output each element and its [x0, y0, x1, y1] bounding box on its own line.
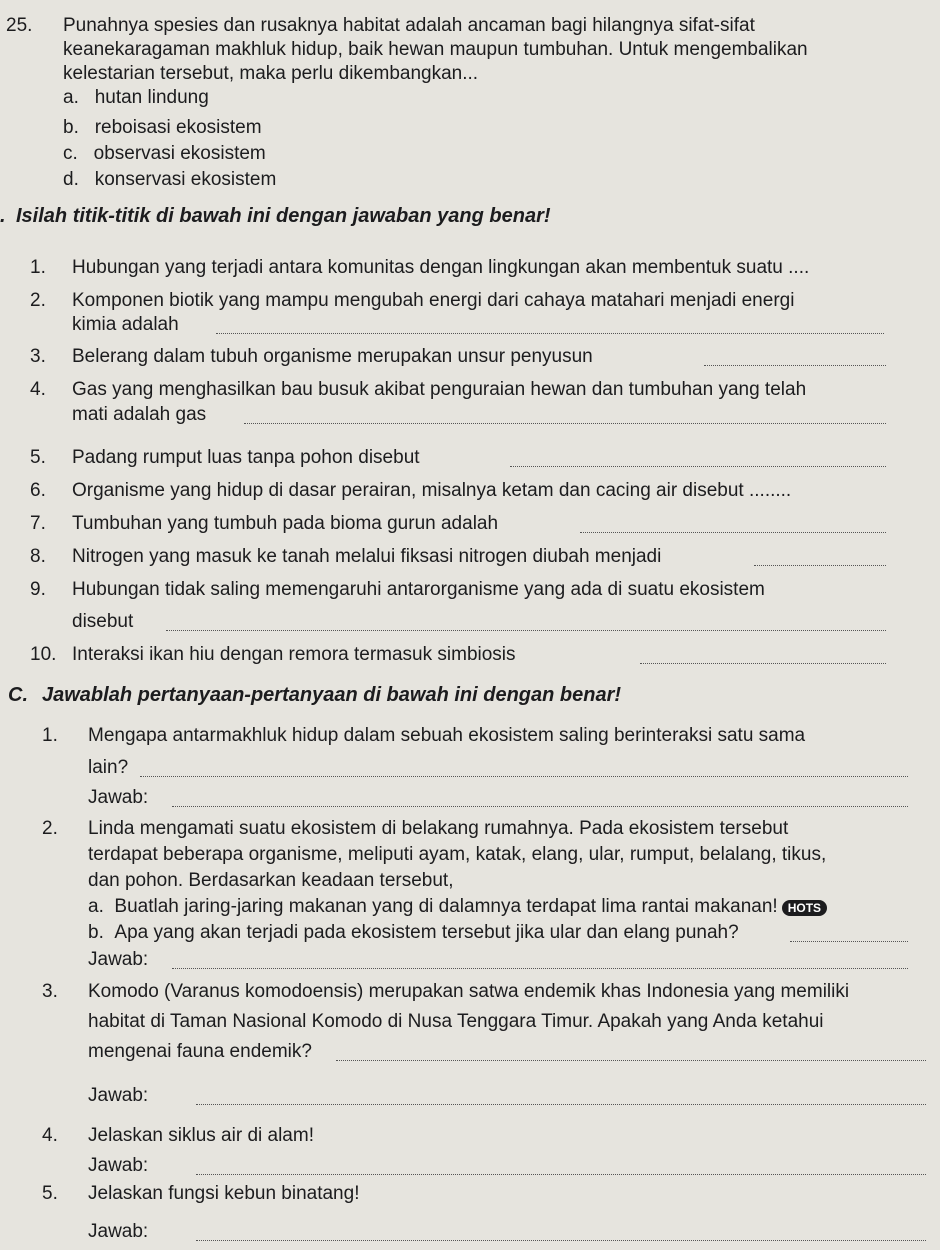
hots-badge: HOTS — [782, 900, 827, 916]
b-item-number: 10. — [30, 644, 57, 665]
b-item-number: 9. — [30, 579, 46, 600]
sub-text: Apa yang akan terjadi pada ekosistem tersebut jika ular dan elang punah? — [114, 922, 739, 943]
b-item-number: 6. — [30, 480, 46, 501]
answer-blank[interactable] — [244, 423, 886, 424]
c-item-number: 1. — [42, 725, 58, 746]
answer-label: Jawab: — [88, 949, 149, 970]
q25-option-d[interactable] — [63, 168, 276, 191]
b-item-text: Gas yang menghasilkan bau busuk akibat penguraian hewan dan tumbuhan yang telah — [72, 379, 807, 400]
answer-blank[interactable] — [140, 776, 908, 777]
answer-blank[interactable] — [196, 1104, 926, 1105]
c-item-number: 5. — [42, 1183, 58, 1204]
q25-stem-line: Punahnya spesies dan rusaknya habitat adalah ancaman bagi hilangnya sifat-sifat — [63, 15, 755, 36]
b-item-number: 1. — [30, 257, 46, 278]
answer-blank[interactable] — [196, 1240, 926, 1241]
c-item-number: 2. — [42, 818, 58, 839]
b-item-text: disebut — [72, 611, 134, 632]
b-item-text: Tumbuhan yang tumbuh pada bioma gurun adalah — [72, 513, 499, 534]
c-item-text: Mengapa antarmakhluk hidup dalam sebuah ekosistem saling berinteraksi satu sama — [88, 725, 806, 746]
c-item-text: dan pohon. Berdasarkan keadaan tersebut, — [88, 870, 454, 891]
b-item-text: Komponen biotik yang mampu mengubah energi dari cahaya matahari menjadi energi — [72, 290, 795, 311]
answer-blank[interactable] — [754, 565, 886, 566]
b-item-text: Belerang dalam tubuh organisme merupakan unsur penyusun — [72, 346, 593, 367]
answer-blank[interactable] — [510, 466, 886, 467]
q25-option-a[interactable] — [63, 86, 209, 109]
answer-blank[interactable] — [336, 1060, 926, 1061]
option-letter: a. — [63, 87, 79, 108]
c-item-text: Jelaskan siklus air di alam! — [88, 1125, 314, 1146]
b-item-number: 8. — [30, 546, 46, 567]
option-text: hutan lindung — [94, 87, 209, 108]
answer-blank[interactable] — [172, 968, 908, 969]
option-letter: d. — [63, 169, 79, 190]
b-item-text: Nitrogen yang masuk ke tanah melalui fiksasi nitrogen diubah menjadi — [72, 546, 662, 567]
answer-blank[interactable] — [166, 630, 886, 631]
section-c-heading: Jawablah pertanyaan-pertanyaan di bawah ini dengan benar! — [42, 684, 622, 706]
answer-blank[interactable] — [196, 1174, 926, 1175]
b-item-text: Organisme yang hidup di dasar perairan, misalnya ketam dan cacing air disebut ........ — [72, 480, 792, 501]
answer-blank[interactable] — [640, 663, 886, 664]
b-item-number: 2. — [30, 290, 46, 311]
option-text: konservasi ekosistem — [94, 169, 277, 190]
c-item-text: lain? — [88, 757, 129, 778]
answer-label: Jawab: — [88, 1155, 149, 1176]
q25-stem-line: keanekaragaman makhluk hidup, baik hewan maupun tumbuhan. Untuk mengembalikan — [63, 39, 808, 60]
c-item-text: Linda mengamati suatu ekosistem di belakang rumahnya. Pada ekosistem tersebut — [88, 818, 789, 839]
q25-number: 25. — [6, 15, 33, 36]
sub-letter: b. — [88, 922, 104, 943]
b-item-number: 7. — [30, 513, 46, 534]
b-item-number: 5. — [30, 447, 46, 468]
sub-letter: a. — [88, 896, 104, 917]
b-item-text: Padang rumput luas tanpa pohon disebut — [72, 447, 420, 468]
c-item-text: mengenai fauna endemik? — [88, 1041, 312, 1062]
answer-blank[interactable] — [790, 941, 908, 942]
answer-label: Jawab: — [88, 1085, 149, 1106]
c-sub-item-b — [88, 921, 739, 944]
section-c-letter: C. — [8, 684, 28, 706]
c-item-text: terdapat beberapa organisme, meliputi ayam, katak, elang, ular, rumput, belalang, tikus, — [88, 844, 827, 865]
section-b-marker: . — [0, 205, 6, 227]
option-text: reboisasi ekosistem — [94, 117, 262, 138]
answer-label: Jawab: — [88, 1221, 149, 1242]
answer-blank[interactable] — [580, 532, 886, 533]
answer-blank[interactable] — [216, 333, 884, 334]
answer-label: Jawab: — [88, 787, 149, 808]
answer-blank[interactable] — [172, 806, 908, 807]
q25-stem-line: kelestarian tersebut, maka perlu dikembangkan... — [63, 63, 479, 84]
b-item-text: Hubungan tidak saling memengaruhi antarorganisme yang ada di suatu ekosistem — [72, 579, 765, 600]
c-sub-item-a — [88, 895, 827, 918]
option-letter: c. — [63, 143, 78, 164]
section-b-heading: Isilah titik-titik di bawah ini dengan jawaban yang benar! — [16, 205, 551, 227]
b-item-text: kimia adalah — [72, 314, 179, 335]
c-item-text: Jelaskan fungsi kebun binatang! — [88, 1183, 360, 1204]
b-item-text: mati adalah gas — [72, 404, 207, 425]
c-item-text: Komodo (Varanus komodoensis) merupakan satwa endemik khas Indonesia yang memiliki — [88, 981, 850, 1002]
option-text: observasi ekosistem — [93, 143, 266, 164]
b-item-number: 4. — [30, 379, 46, 400]
b-item-text: Hubungan yang terjadi antara komunitas dengan lingkungan akan membentuk suatu .... — [72, 257, 810, 278]
sub-text: Buatlah jaring-jaring makanan yang di dalamnya terdapat lima rantai makanan! — [114, 896, 778, 917]
option-letter: b. — [63, 117, 79, 138]
c-item-number: 4. — [42, 1125, 58, 1146]
answer-blank[interactable] — [704, 365, 886, 366]
q25-option-c[interactable] — [63, 142, 266, 165]
c-item-text: habitat di Taman Nasional Komodo di Nusa Tenggara Timur. Apakah yang Anda ketahui — [88, 1011, 824, 1032]
q25-option-b[interactable] — [63, 116, 262, 139]
b-item-number: 3. — [30, 346, 46, 367]
b-item-text: Interaksi ikan hiu dengan remora termasuk simbiosis — [72, 644, 516, 665]
c-item-number: 3. — [42, 981, 58, 1002]
